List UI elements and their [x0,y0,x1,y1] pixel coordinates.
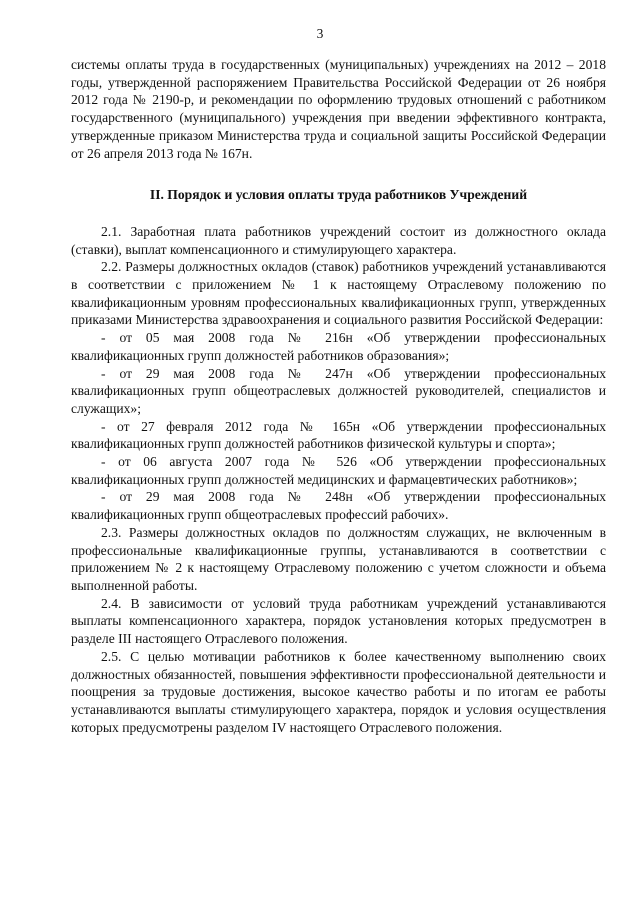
list-item-order-526: - от 06 августа 2007 года № 526 «Об утверждении профессиональных квалификационных групп должностей медицинских и фармацевтических работников»; [71,454,606,487]
list-item-order-247n: - от 29 мая 2008 года № 247н «Об утверждении профессиональных квалификационных групп общеотраслевых должностей руководителей, специалистов и служащих»; [71,365,606,416]
page-body [71,56,606,736]
intro-paragraph: системы оплаты труда в государственных (муниципальных) учреждениях на 2012 – 2018 годы, утвержденной распоряжением Правительства Российской Федерации от 26 ноября 2012 года № 2190-р, и рекомендации по оформлению трудовых отношений с работником государственного (муниципального) учреждения при введении эффективного контракта, утвержденные приказом Министерства труда и социальной защиты Российской Федерации от 26 апреля 2013 года № 167н. [71,57,606,161]
list-item-order-248n: - от 29 мая 2008 года № 248н «Об утверждении профессиональных квалификационных групп общеотраслевых профессий рабочих». [71,489,606,523]
paragraph-2-1: 2.1. Заработная плата работников учреждений состоит из должностного оклада (ставки), выплат компенсационного и стимулирующего характера. [71,223,606,257]
paragraph-2-3: 2.3. Размеры должностных окладов по должностям служащих, не включенным в профессиональные квалификационные группы, устанавливаются в соответствии с приложением № 2 к настоящему Отраслевому положению с учетом сложности и объема выполненной работы. [71,524,606,593]
list-item-order-216n: - от 05 мая 2008 года № 216н «Об утверждении профессиональных квалификационных групп должностей работников образования»; [71,330,606,363]
page-number: 3 [316,26,324,41]
paragraph-2-4: 2.4. В зависимости от условий труда работникам учреждений устанавливаются выплаты компенсационного характера, порядок установления которых предусмотрен в разделе III настоящего Отраслевого положения. [71,595,606,647]
section-heading: II. Порядок и условия оплаты труда работников Учреждений [149,187,528,203]
list-item-order-165n: - от 27 февраля 2012 года № 165н «Об утверждении профессиональных квалификационных групп должностей работников физической культуры и спорта»; [71,418,606,452]
paragraph-2-2: 2.2. Размеры должностных окладов (ставок) работников учреждений устанавливаются в соответствии с приложением № 1 к настоящему Отраслевому положению по квалификационным уровням профессиональных квалификационных групп, утвержденных приказами Министерства здравоохранения и социального развития Российской Федерации: [71,259,606,328]
paragraph-2-5: 2.5. С целью мотивации работников к более качественному выполнению своих должностных обязанностей, повышения эффективности профессиональной деятельности и поощрения за трудовые достижения, высокое качество работы и по итогам ее работы устанавливаются выплаты стимулирующего характера, порядок и условия осуществления которых предусмотрены разделом IV настоящего Отраслевого положения. [71,648,606,735]
